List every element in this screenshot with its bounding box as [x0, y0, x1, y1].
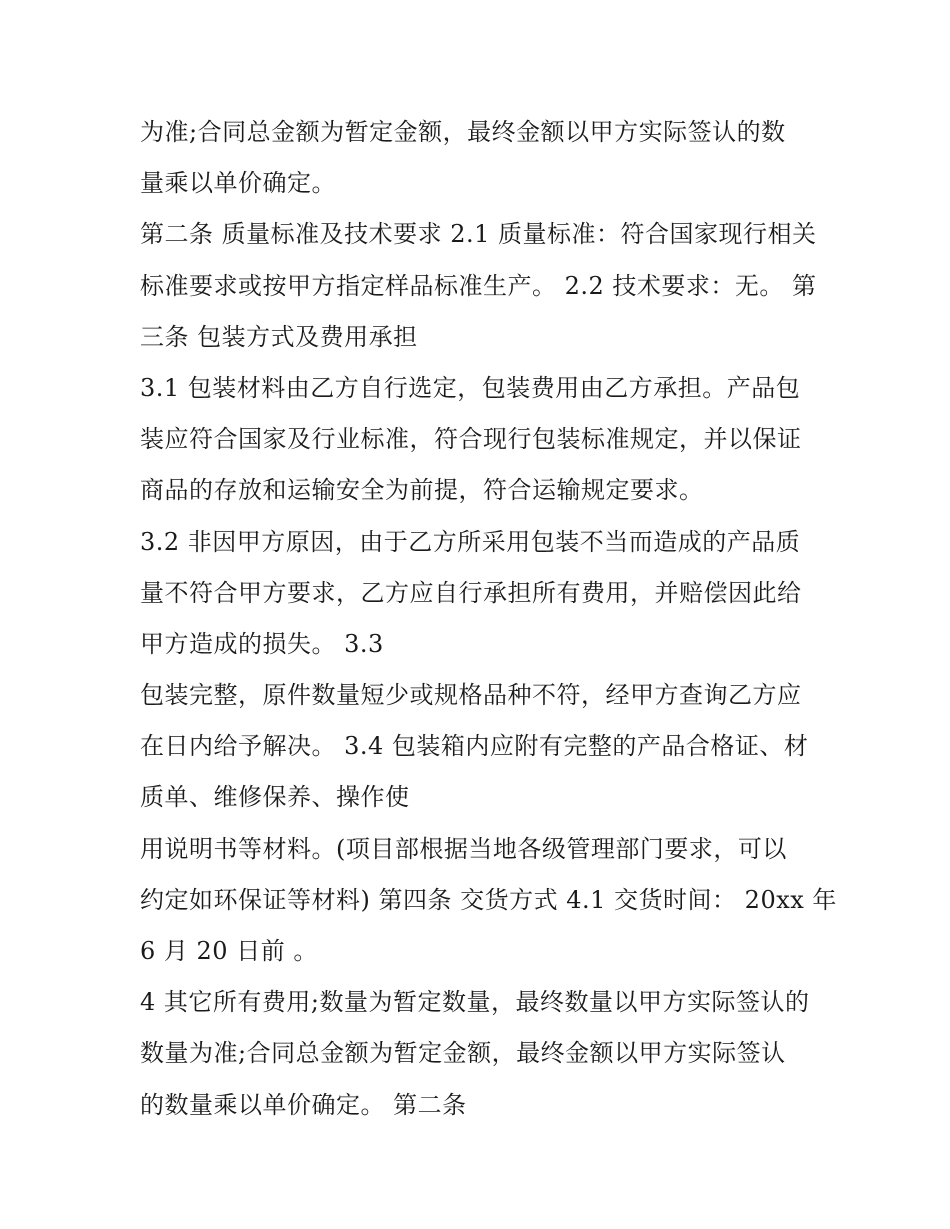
text-line: 为准;合同总金额为暂定金额，最终金额以甲方实际签认的数 — [140, 118, 786, 146]
text-line: 约定如环保证等材料) 第四条 交货方式 4.1 交货时间： 20xx 年 — [140, 885, 837, 914]
text-line: 装应符合国家及行业标准，符合现行包装标准规定，并以保证 — [140, 425, 802, 454]
text-line: 质单、维修保养、操作使 — [140, 783, 410, 812]
text-line: 三条 包装方式及费用承担 — [140, 322, 418, 351]
text-line: 6 月 20 日前 。 — [140, 937, 318, 965]
text-line: 用说明书等材料。(项目部根据当地各级管理部门要求，可以 — [140, 834, 787, 863]
text-line: 3.1 包装材料由乙方自行选定，包装费用由乙方承担。产品包 — [140, 373, 801, 402]
text-line: 第二条 质量标准及技术要求 2.1 质量标准：符合国家现行相关 — [140, 220, 817, 249]
text-line: 的数量乘以单价确定。 第二条 — [140, 1090, 467, 1119]
text-line: 标准要求或按甲方指定样品标准生产。 2.2 技术要求：无。 第 — [140, 271, 817, 300]
text-line: 商品的存放和运输安全为前提，符合运输规定要求。 — [140, 476, 704, 505]
text-line: 量不符合甲方要求，乙方应自行承担所有费用，并赔偿因此给 — [140, 578, 802, 607]
text-line: 包装完整，原件数量短少或规格品种不符，经甲方查询乙方应 — [140, 681, 802, 710]
text-line: 3.2 非因甲方原因，由于乙方所采用包装不当而造成的产品质 — [140, 527, 801, 556]
document-body — [140, 107, 837, 1131]
text-line: 量乘以单价确定。 — [140, 169, 336, 198]
text-line: 在日内给予解决。 3.4 包装箱内应附有完整的产品合格证、材 — [140, 732, 809, 761]
text-line: 数量为准;合同总金额为暂定金额，最终金额以甲方实际签认 — [140, 1039, 786, 1068]
text-line: 甲方造成的损失。 3.3 — [140, 629, 384, 658]
text-line: 4 其它所有费用;数量为暂定数量，最终数量以甲方实际签认的 — [140, 988, 810, 1017]
